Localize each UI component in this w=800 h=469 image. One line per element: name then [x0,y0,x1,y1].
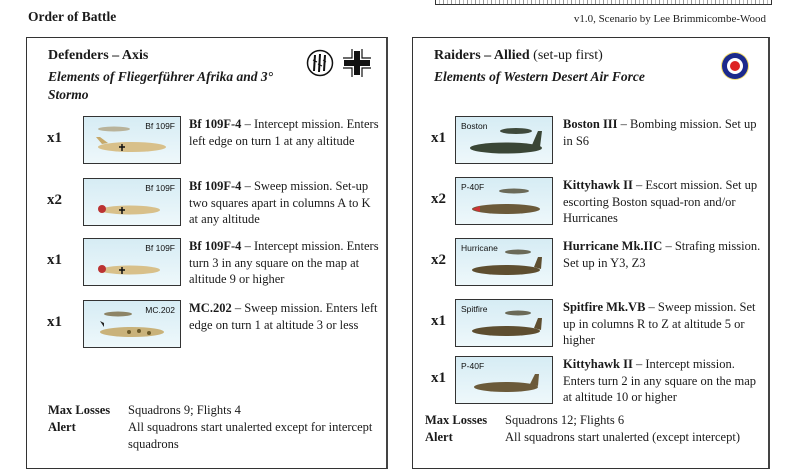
raiders-subtitle: Elements of Western Desert Air Force [434,69,645,84]
mission-text: – Bombing mission. Set up in S6 [563,117,757,148]
unit-quantity: x2 [431,191,446,207]
aircraft-icon [456,300,552,346]
aircraft-card-label: P-40F [461,361,485,371]
unit-entry [413,177,768,227]
aircraft-card [455,116,553,164]
unit-quantity: x1 [47,130,62,146]
mission-text: – Sweep mission. Enters left edge on turn 1 at altitude 3 or less [189,301,378,332]
aircraft-card [83,300,181,348]
unit-description [563,299,763,349]
aircraft-card-label: MC.202 [145,305,175,315]
mission-text: – Intercept mission. Enters turn 2 in any square on the map at altitude 10 or higher [563,357,757,404]
unit-entry [413,299,768,349]
defenders-stats [48,402,388,453]
aircraft-card [455,299,553,347]
mission-text: – Intercept mission. Enters turn 3 in any square on the map at altitude 9 or higher [189,239,379,286]
aircraft-name: Bf 109F-4 [189,179,242,193]
header-decoration [435,0,772,5]
unit-quantity: x2 [47,192,62,208]
aircraft-card-label: Bf 109F [145,183,175,193]
unit-entry [413,116,768,166]
unit-quantity: x1 [431,313,446,329]
unit-description [563,116,763,149]
mission-text: – Escort mission. Set up escorting Boston squad-ron and/or Hurricanes [563,178,758,225]
defenders-title: Defenders – Axis [48,48,149,63]
unit-description [189,238,379,288]
aircraft-name: Kittyhawk II [563,178,633,192]
page-title: Order of Battle [28,9,117,24]
aircraft-icon [456,178,552,224]
unit-quantity: x1 [431,130,446,146]
unit-quantity: x1 [47,252,62,268]
alert-label: Alert [425,430,453,444]
aircraft-icon [84,179,180,225]
max-losses-label: Max Losses [425,413,488,427]
aircraft-name: Spitfire Mk.VB [563,300,646,314]
regia-aeronautica-fasces-icon [305,48,335,78]
unit-quantity: x1 [47,314,62,330]
aircraft-name: Bf 109F-4 [189,239,242,253]
defenders-panel [26,37,388,469]
unit-entry [27,300,386,350]
alert-value: All squadrons start unalerted except for intercept squadrons [128,420,373,451]
unit-entry [413,356,768,406]
aircraft-card [83,178,181,226]
raiders-title [434,48,603,64]
aircraft-icon [456,239,552,285]
aircraft-card [455,238,553,286]
unit-description [563,356,763,406]
aircraft-card [455,177,553,225]
mission-text: – Intercept mission. Enters left edge on turn 1 at any altitude [189,117,379,148]
aircraft-name: Kittyhawk II [563,357,633,371]
unit-entry [413,238,768,288]
unit-entry [27,238,386,288]
raiders-title-note: (set-up first) [529,48,603,63]
unit-description [189,178,379,228]
unit-quantity: x2 [431,252,446,268]
aircraft-icon [84,301,180,347]
alert-label: Alert [48,420,76,434]
aircraft-icon [84,117,180,163]
unit-description [189,300,379,333]
mission-text: – Strafing mission. Set up in Y3, Z3 [563,239,761,270]
aircraft-name: Boston III [563,117,618,131]
unit-quantity: x1 [431,370,446,386]
mission-text: – Sweep mission. Set up in columns R to Z at altitude 5 or higher [563,300,756,347]
unit-description [189,116,379,149]
raiders-panel [412,37,770,469]
unit-entry [27,178,386,228]
unit-entry [27,116,386,166]
aircraft-card-label: Bf 109F [145,243,175,253]
defenders-subtitle: Elements of Fliegerführer Afrika and 3° Stormo [48,69,274,102]
aircraft-icon [456,117,552,163]
aircraft-card [83,116,181,164]
aircraft-name: Bf 109F-4 [189,117,242,131]
alert-value: All squadrons start unalerted (except intercept) [505,430,740,444]
aircraft-card-label: P-40F [461,182,485,192]
max-losses-value: Squadrons 12; Flights 6 [505,413,625,427]
mission-text: – Sweep mission. Set-up two squares apart in columns A to K at any altitude [189,179,371,226]
raiders-stats [425,412,775,446]
scenario-credit: v1.0, Scenario by Lee Brimmicombe-Wood [573,13,766,25]
aircraft-card [83,238,181,286]
aircraft-card-label: Hurricane [461,243,498,253]
aircraft-name: Hurricane Mk.IIC [563,239,663,253]
aircraft-icon [456,357,552,403]
unit-description [563,238,763,271]
aircraft-name: MC.202 [189,301,232,315]
max-losses-label: Max Losses [48,403,111,417]
aircraft-card-label: Boston [461,121,488,131]
aircraft-icon [84,239,180,285]
raiders-title-text: Raiders – Allied [434,48,530,63]
aircraft-card [455,356,553,404]
aircraft-card-label: Spitfire [461,304,488,314]
balkenkreuz-icon [341,48,373,78]
aircraft-card-label: Bf 109F [145,121,175,131]
max-losses-value: Squadrons 9; Flights 4 [128,403,241,417]
raf-roundel-icon [720,51,750,81]
unit-description [563,177,763,227]
